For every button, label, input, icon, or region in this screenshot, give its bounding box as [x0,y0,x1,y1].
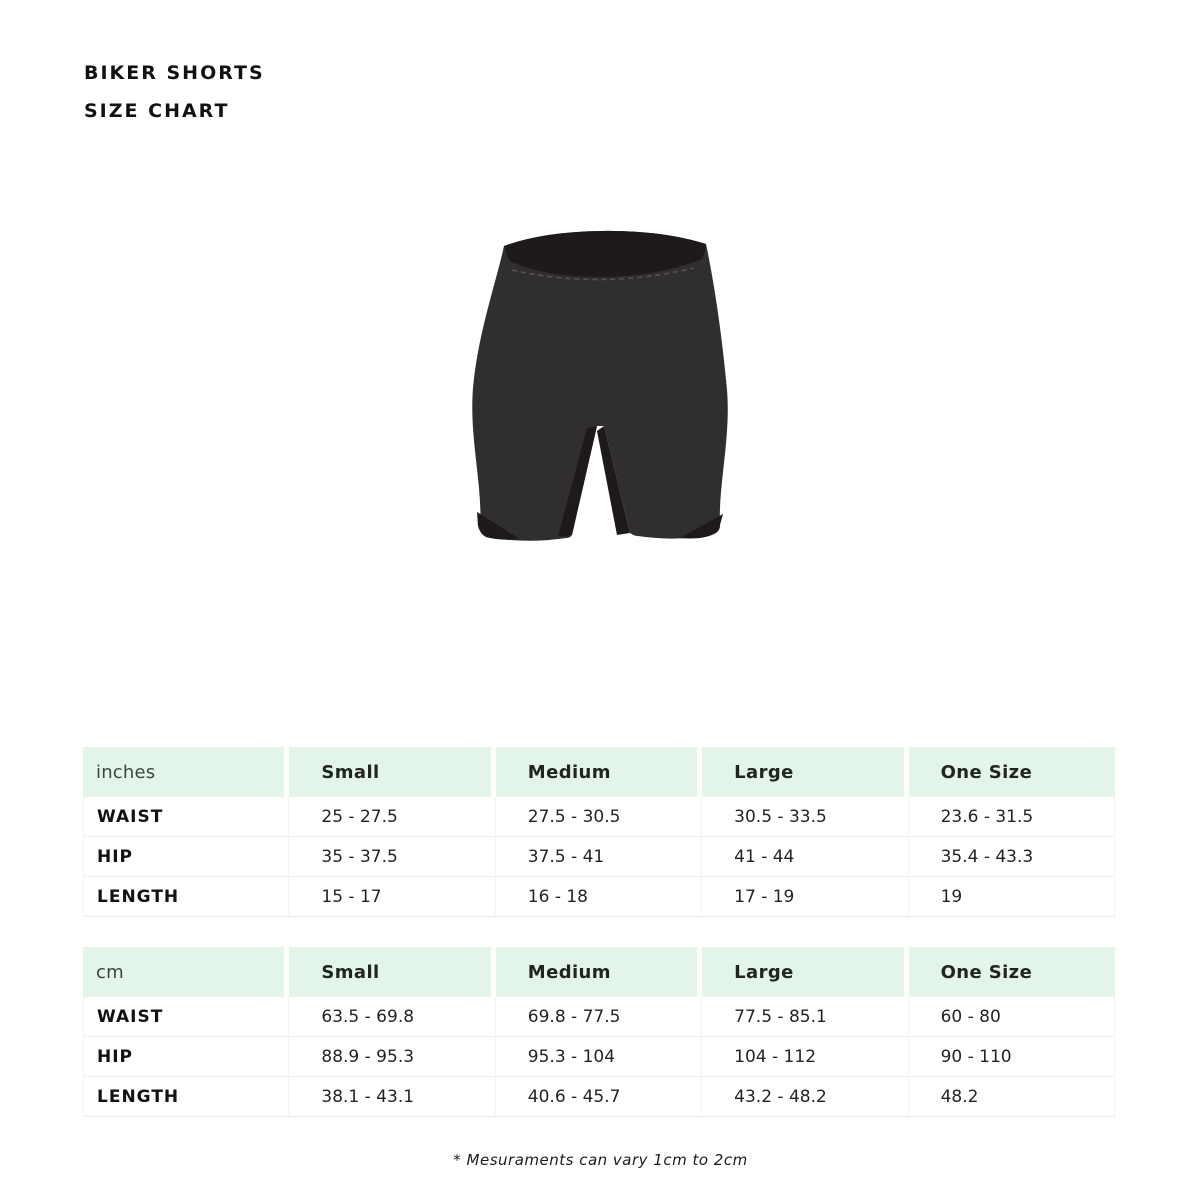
table-row-waist [83,797,1115,837]
row-label-hip: HIP [83,1037,289,1077]
cell-value: 95.3 - 104 [496,1037,702,1077]
cell-value: 48.2 [909,1077,1115,1117]
table-row-hip [83,837,1115,877]
row-label-waist: WAIST [83,797,289,837]
title-line-1: BIKER SHORTS [84,62,265,84]
cell-value: 19 [909,877,1115,917]
cell-value: 25 - 27.5 [289,797,495,837]
row-label-waist: WAIST [83,997,289,1037]
row-label-length: LENGTH [83,877,289,917]
biker-shorts-svg [466,228,734,546]
table-header-row [83,747,1115,797]
shorts-body [472,231,727,541]
title-line-2: SIZE CHART [84,100,230,122]
size-table-inches-section [83,747,1115,917]
biker-shorts-illustration [466,228,734,546]
cell-value: 90 - 110 [909,1037,1115,1077]
table-row-hip [83,1037,1115,1077]
cell-value: 35 - 37.5 [289,837,495,877]
column-header-large: Large [702,947,908,997]
size-table-inches [83,747,1115,917]
column-header-small: Small [289,947,495,997]
table-row-waist [83,997,1115,1037]
page-title [84,64,265,121]
column-header-medium: Medium [496,947,702,997]
table-row-length [83,1077,1115,1117]
cell-value: 60 - 80 [909,997,1115,1037]
cell-value: 43.2 - 48.2 [702,1077,908,1117]
table-row-length [83,877,1115,917]
cell-value: 77.5 - 85.1 [702,997,908,1037]
cell-value: 69.8 - 77.5 [496,997,702,1037]
cell-value: 37.5 - 41 [496,837,702,877]
cell-value: 38.1 - 43.1 [289,1077,495,1117]
size-table-cm [83,947,1115,1117]
row-label-hip: HIP [83,837,289,877]
cell-value: 30.5 - 33.5 [702,797,908,837]
size-table-cm-section [83,947,1115,1117]
unit-label: inches [83,747,289,797]
cell-value: 23.6 - 31.5 [909,797,1115,837]
column-header-large: Large [702,747,908,797]
column-header-one-size: One Size [909,947,1115,997]
unit-label: cm [83,947,289,997]
cell-value: 35.4 - 43.3 [909,837,1115,877]
cell-value: 15 - 17 [289,877,495,917]
column-header-one-size: One Size [909,747,1115,797]
cell-value: 88.9 - 95.3 [289,1037,495,1077]
cell-value: 27.5 - 30.5 [496,797,702,837]
cell-value: 41 - 44 [702,837,908,877]
column-header-small: Small [289,747,495,797]
table-header-row [83,947,1115,997]
row-label-length: LENGTH [83,1077,289,1117]
measurement-disclaimer: * Mesuraments can vary 1cm to 2cm [453,1151,748,1169]
cell-value: 16 - 18 [496,877,702,917]
cell-value: 17 - 19 [702,877,908,917]
cell-value: 40.6 - 45.7 [496,1077,702,1117]
column-header-medium: Medium [496,747,702,797]
cell-value: 104 - 112 [702,1037,908,1077]
cell-value: 63.5 - 69.8 [289,997,495,1037]
